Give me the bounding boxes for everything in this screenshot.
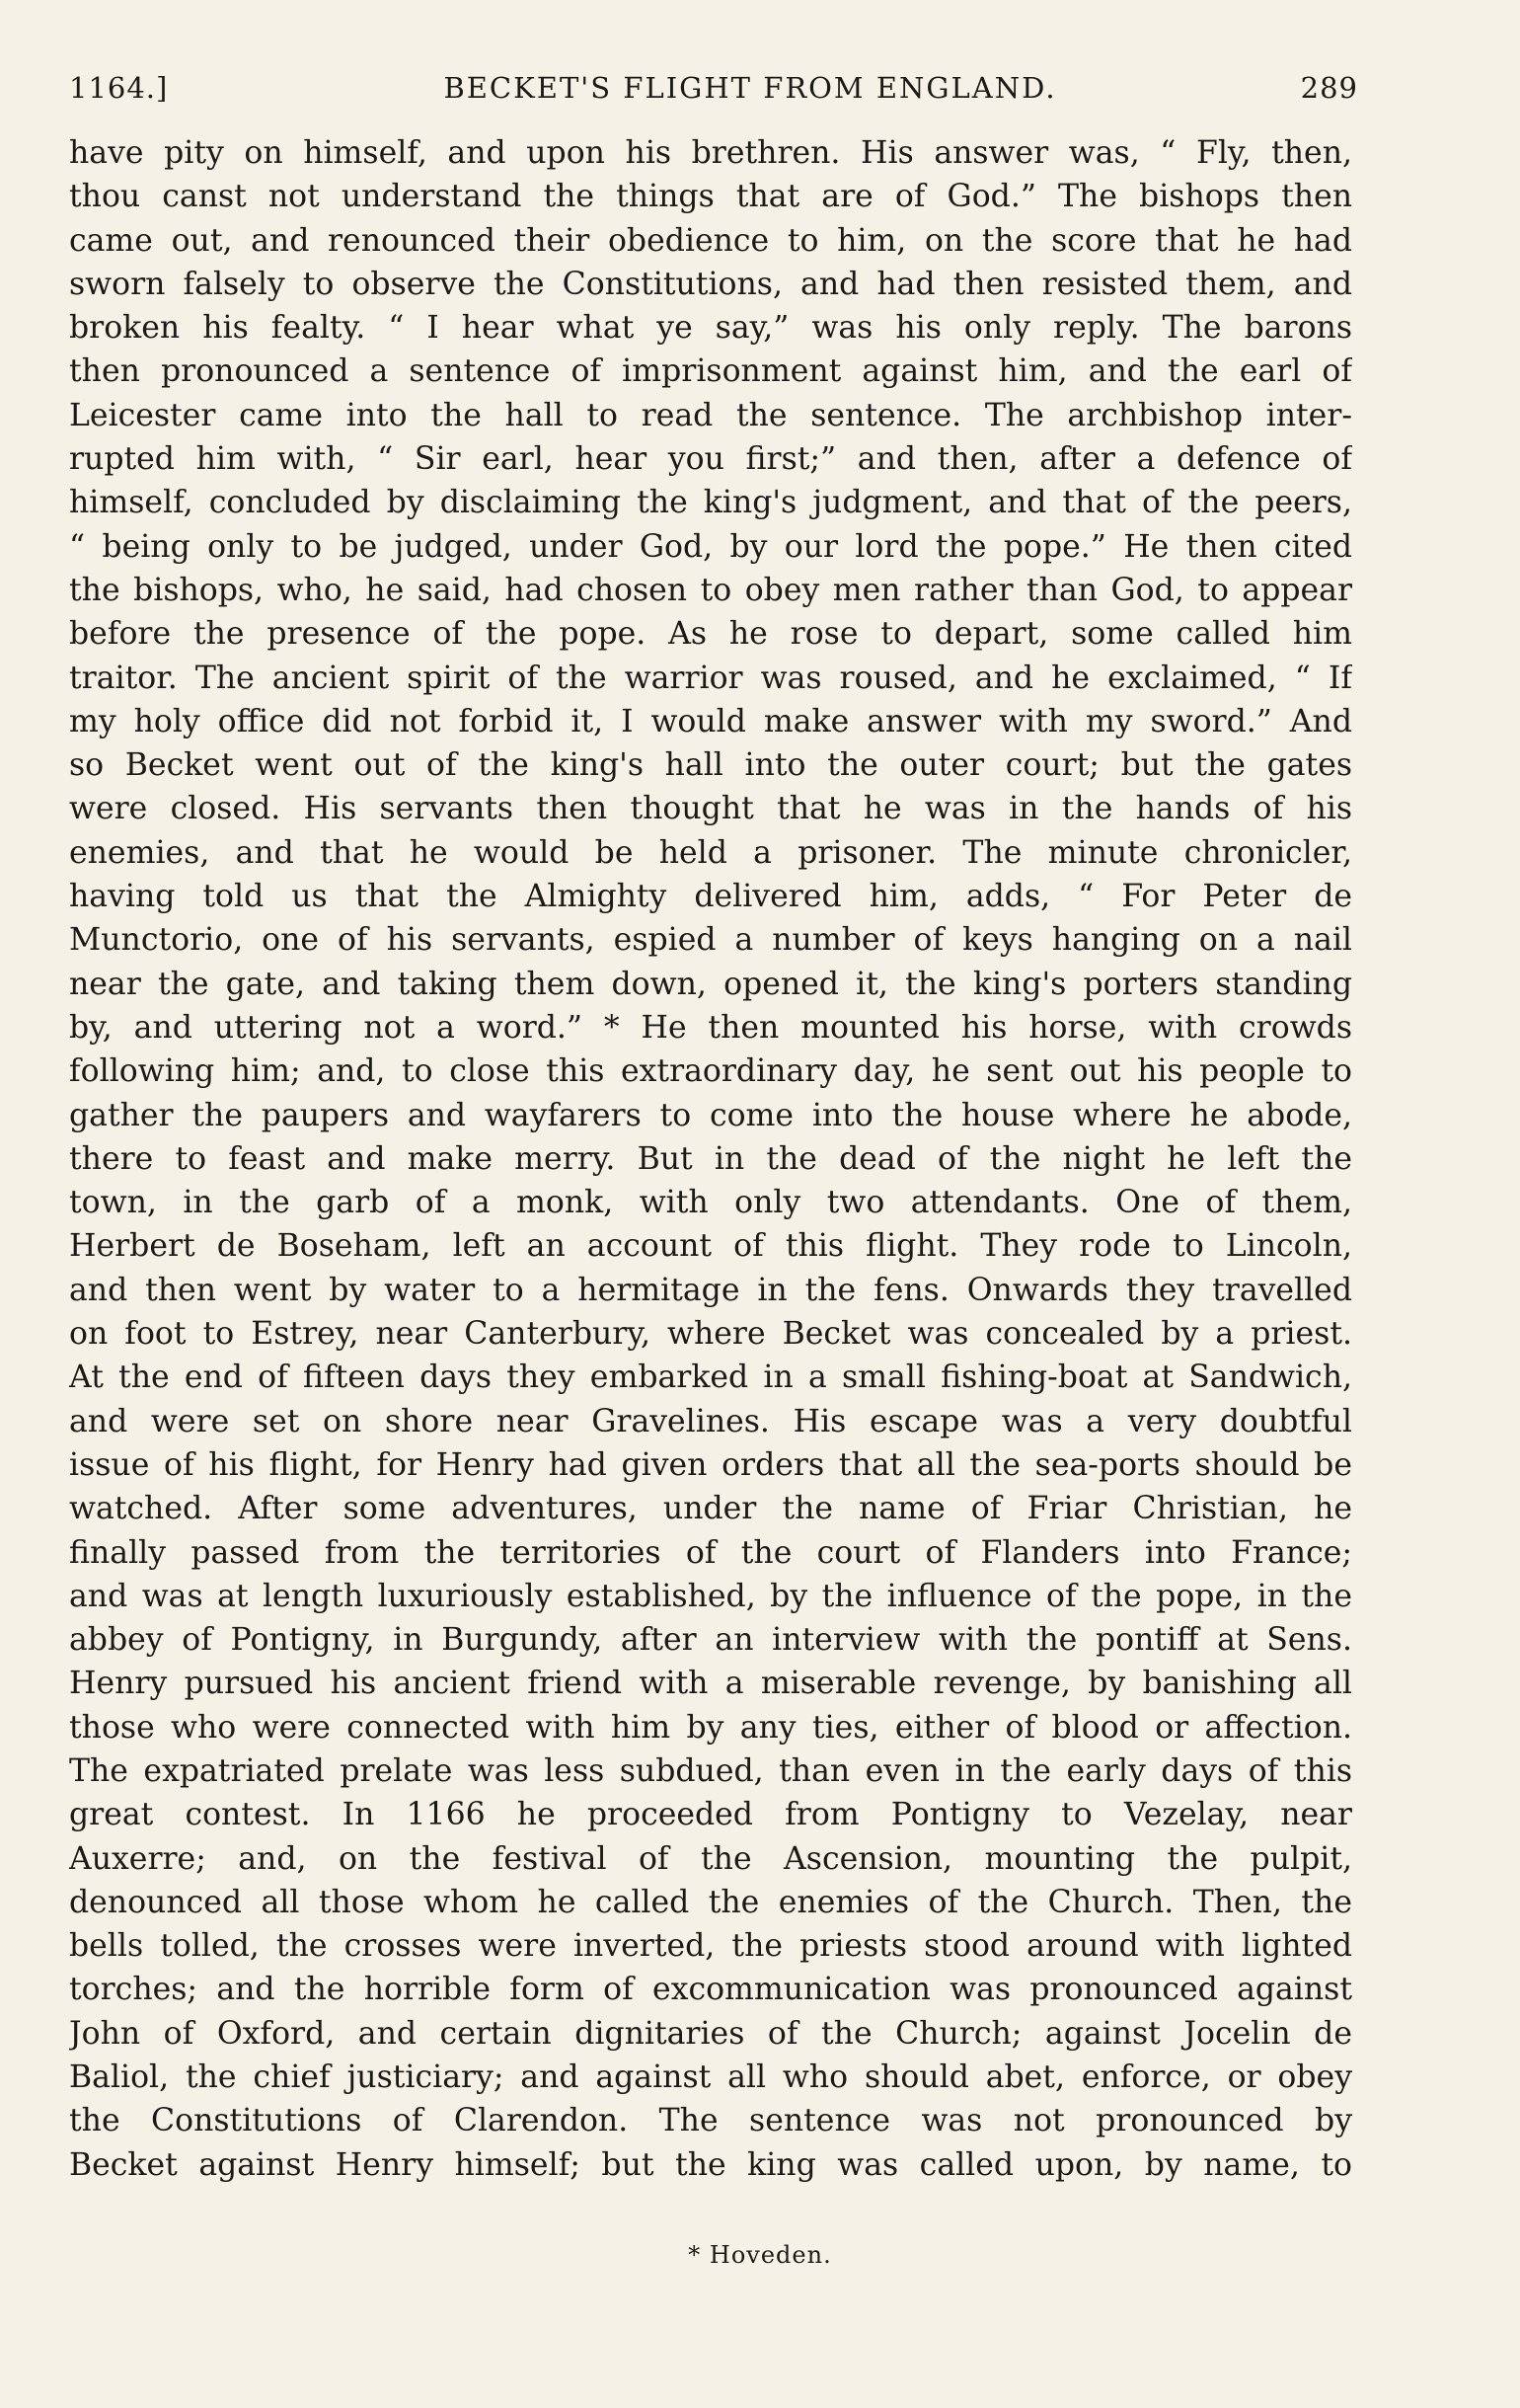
text-line: then pronounced a sentence of imprisonment against him, and the earl of [69,353,1352,390]
footnote: * Hoveden. [688,2241,832,2269]
text-line: John of Oxford, and certain dignitaries of the Church; against Jocelin de [69,2015,1352,2052]
text-line: bells tolled, the crosses were inverted, the priests stood around with lighted [69,1928,1352,1965]
text-line: abbey of Pontigny, in Burgundy, after an interview with the pontiff at Sens. [69,1622,1352,1659]
text-line: came out, and renounced their obedience to him, on the score that he had [69,222,1352,259]
text-line: on foot to Estrey, near Canterbury, where Becket was concealed by a priest. [69,1316,1352,1353]
text-line: and then went by water to a hermitage in the fens. Onwards they travelled [69,1272,1352,1308]
text-line: Auxerre; and, on the festival of the Ascension, mounting the pulpit, [69,1840,1352,1877]
text-line: those who were connected with him by any ties, either of blood or affection. [69,1709,1352,1746]
text-line: near the gate, and taking them down, opened it, the king's porters standing [69,966,1352,1002]
text-line: At the end of fifteen days they embarked in a small fishing-boat at Sandwich, [69,1359,1352,1396]
text-line: there to feast and make merry. But in the dead of the night he left the [69,1140,1352,1177]
chapter-title: BECKET'S FLIGHT FROM ENGLAND. [443,71,1057,105]
text-line: torches; and the horrible form of excommunication was pronounced against [69,1972,1352,2008]
text-line: have pity on himself, and upon his brethren. His answer was, “ Fly, then, [69,135,1352,171]
text-line: Munctorio, one of his servants, espied a number of keys hanging on a nail [69,922,1352,959]
text-line: Becket against Henry himself; but the king was called upon, by name, to [69,2146,1352,2183]
text-line: “ being only to be judged, under God, by our lord the pope.” He then cited [69,528,1352,565]
text-line: himself, concluded by disclaiming the king's judgment, and that of the peers, [69,485,1352,521]
text-line: finally passed from the territories of the court of Flanders into France; [69,1534,1352,1571]
text-line: and were set on shore near Gravelines. His escape was a very doubtful [69,1403,1352,1439]
page-number: 289 [1300,71,1358,105]
text-line: my holy office did not forbid it, I would make answer with my sword.” And [69,703,1352,739]
text-line: enemies, and that he would be held a prisoner. The minute chronicler, [69,834,1352,871]
text-line: Herbert de Boseham, left an account of this flight. They rode to Lincoln, [69,1228,1352,1265]
text-line: sworn falsely to observe the Constitutions, and had then resisted them, and [69,266,1352,302]
text-line: rupted him with, “ Sir earl, hear you first;” and then, after a defence of [69,441,1352,478]
text-line: great contest. In 1166 he proceeded from Pontigny to Vezelay, near [69,1797,1352,1833]
text-line: Henry pursued his ancient friend with a miserable revenge, by banishing all [69,1666,1352,1702]
text-line: Leicester came into the hall to read the sentence. The archbishop inter- [69,397,1352,433]
text-line: denounced all those whom he called the enemies of the Church. Then, the [69,1884,1352,1920]
text-line: and was at length luxuriously established, by the influence of the pope, in the [69,1578,1352,1614]
text-line: by, and uttering not a word.” * He then mounted his horse, with crowds [69,1009,1352,1046]
text-line: thou canst not understand the things that are of God.” The bishops then [69,179,1352,215]
text-line: broken his fealty. “ I hear what ye say,” was his only reply. The barons [69,310,1352,347]
text-line: town, in the garb of a monk, with only two attendants. One of them, [69,1185,1352,1221]
text-line: before the presence of the pope. As he rose to depart, some called him [69,616,1352,653]
header-year: 1164.] [69,71,169,105]
body-text [69,131,1352,2187]
text-line: Baliol, the chief justiciary; and against all who should abet, enforce, or obey [69,2059,1352,2096]
text-line: watched. After some adventures, under the name of Friar Christian, he [69,1491,1352,1527]
text-line: issue of his flight, for Henry had given orders that all the sea-ports should be [69,1446,1352,1483]
running-head [69,71,1358,120]
text-line: traitor. The ancient spirit of the warrior was roused, and he exclaimed, “ If [69,660,1352,696]
text-line: having told us that the Almighty delivered him, adds, “ For Peter de [69,879,1352,915]
text-line: The expatriated prelate was less subdued, than even in the early days of this [69,1752,1352,1789]
text-line: following him; and, to close this extraordinary day, he sent out his people to [69,1053,1352,1090]
text-line: were closed. His servants then thought that he was in the hands of his [69,791,1352,827]
text-line: the bishops, who, he said, had chosen to obey men rather than God, to appear [69,572,1352,608]
text-line: so Becket went out of the king's hall into the outer court; but the gates [69,747,1352,784]
text-line: the Constitutions of Clarendon. The sentence was not pronounced by [69,2103,1352,2139]
text-line: gather the paupers and wayfarers to come into the house where he abode, [69,1097,1352,1133]
